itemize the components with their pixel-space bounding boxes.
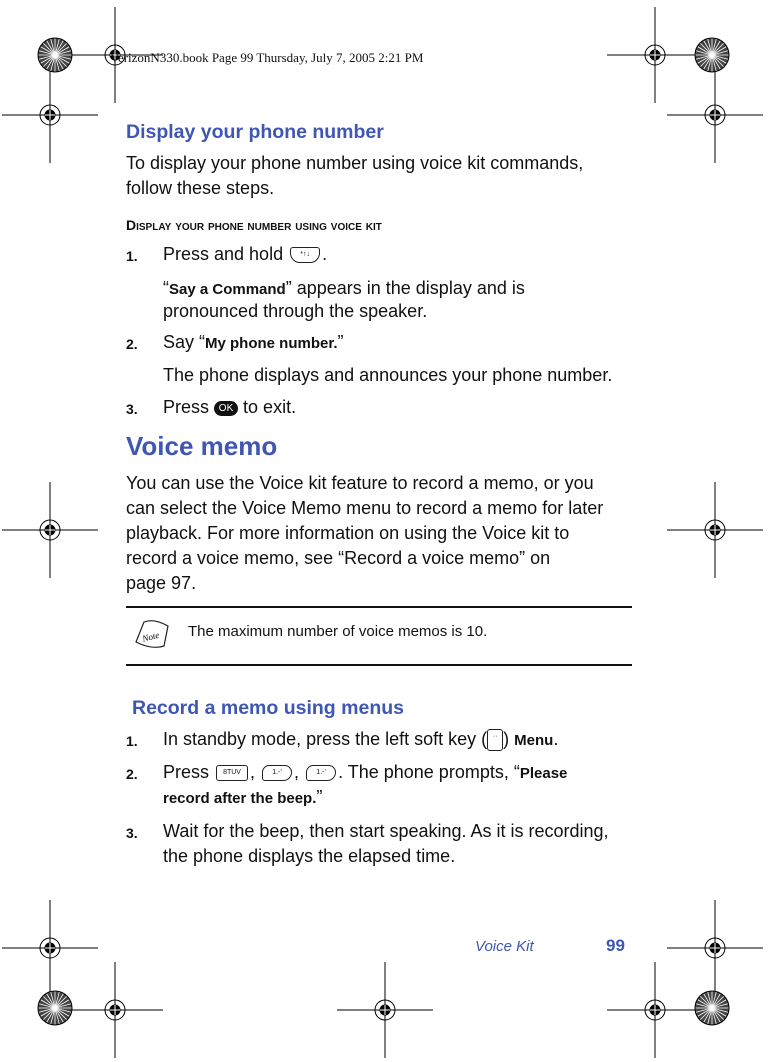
step-2: Say “My phone number.” (163, 332, 344, 352)
step-number: 1. (126, 248, 138, 264)
step-1: In standby mode, press the left soft key ( ·· ) Menu. (163, 729, 558, 751)
key-1-icon: 1.-' (306, 765, 336, 781)
crosshair-mark (667, 482, 763, 578)
crosshair-mark (67, 962, 163, 1058)
crosshair-mark (607, 962, 703, 1058)
crosshair-mark (2, 900, 98, 996)
print-header: VerizonN330.book Page 99 Thursday, July 7, 2005 2:21 PM (110, 50, 424, 65)
starburst-mark (695, 991, 729, 1025)
procedure-heading: Display your phone number using voice kit (126, 217, 382, 233)
intro-line: follow these steps. (126, 178, 275, 198)
step-2: Press 8TUV , 1.-' , 1.-' . The phone prompts, “Please (163, 762, 568, 782)
section-title-record-memo: Record a memo using menus (132, 697, 404, 719)
step-2-result: The phone displays and announces your phone number. (163, 365, 613, 385)
starburst-mark (38, 991, 72, 1025)
note-icon (130, 614, 172, 650)
note-text: The maximum number of voice memos is 10. (188, 623, 488, 640)
ok-key-icon: OK (214, 401, 238, 416)
key-8-icon: 8TUV (216, 765, 248, 781)
section-title-voice-memo: Voice memo (126, 431, 278, 461)
step-3: Press OK to exit. (163, 397, 297, 417)
step-2-cont: record after the beep.” (163, 787, 323, 807)
crosshair-mark (337, 962, 433, 1058)
step-1: Press and hold *↑↓ . (163, 244, 328, 264)
crosshair-mark (667, 67, 763, 163)
step-number: 2. (126, 766, 138, 782)
crosshair-mark (2, 482, 98, 578)
star-key-icon: *↑↓ (290, 247, 320, 263)
page-number: 99 (606, 936, 625, 955)
crosshair-mark (2, 67, 98, 163)
crosshair-mark (667, 900, 763, 996)
step-number: 3. (126, 825, 138, 841)
note-rule-bottom (126, 664, 632, 666)
key-1-icon: 1.-' (262, 765, 292, 781)
step-3-cont: the phone displays the elapsed time. (163, 846, 456, 866)
crosshair-mark (607, 7, 703, 103)
step-3: Wait for the beep, then start speaking. As it is recording, (163, 821, 609, 841)
section-title-display-number: Display your phone number (126, 121, 384, 143)
footer-section: Voice Kit (475, 938, 534, 955)
voice-memo-paragraph: You can use the Voice kit feature to record a memo, or you can select the Voice Memo menu to record a memo for later playback. For more information on using the Voice kit to record a voice memo, see “Record a voice memo” on page 97. (126, 473, 604, 593)
intro-line: To display your phone number using voice kit commands, (126, 153, 584, 173)
step-1-result-cont: pronounced through the speaker. (163, 301, 428, 321)
note-rule-top (126, 606, 632, 608)
svg-text:Note: Note (141, 629, 161, 644)
step-1-result: “Say a Command” appears in the display and is (163, 278, 525, 298)
step-number: 3. (126, 401, 138, 417)
starburst-mark (695, 38, 729, 72)
left-soft-key-icon: ·· (487, 729, 503, 751)
step-number: 1. (126, 733, 138, 749)
step-number: 2. (126, 336, 138, 352)
starburst-mark (38, 38, 72, 72)
